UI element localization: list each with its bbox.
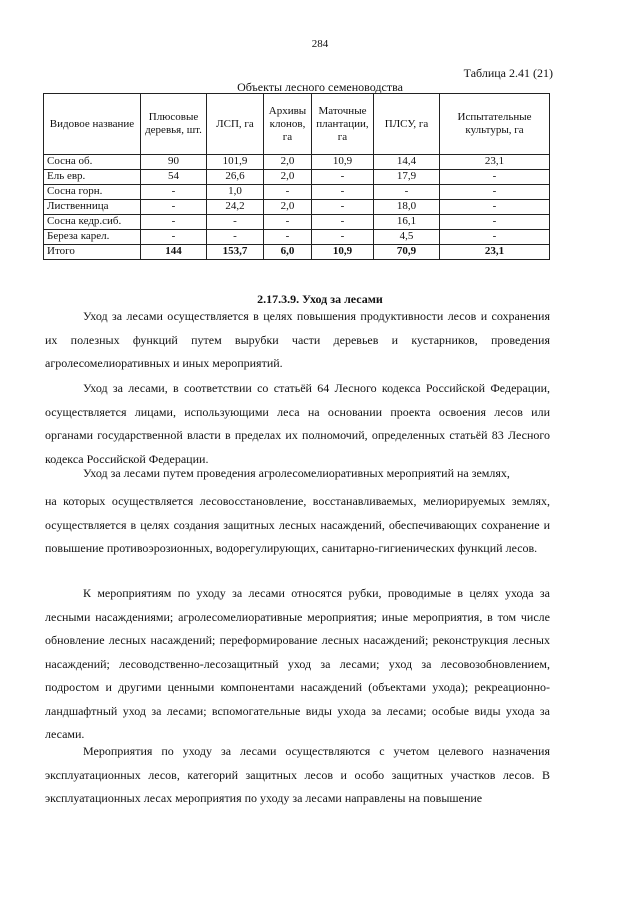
table-header-row xyxy=(44,94,550,155)
table-cell: - xyxy=(440,170,550,185)
table-cell: 16,1 xyxy=(374,215,440,230)
table-cell: 26,6 xyxy=(207,170,264,185)
paragraph xyxy=(45,462,550,486)
paragraph xyxy=(45,740,550,811)
paragraph xyxy=(45,490,550,561)
table-cell: - xyxy=(440,215,550,230)
table-label: Таблица 2.41 (21) xyxy=(463,66,553,80)
column-header: Видовое название xyxy=(44,94,141,155)
table-cell: - xyxy=(141,215,207,230)
species-cell: Сосна об. xyxy=(44,155,141,170)
paragraph-text: Уход за лесами путем проведения агролесомелиоративных мероприятий на землях, xyxy=(83,466,510,480)
table-row xyxy=(44,170,550,185)
paragraph-text: на которых осуществляется лесовосстановление, восстанавливаемых, мелиорируемых землях, осуществляется в целях создания защитных лесных насаждений, обеспечивающих сохранение и повышение противоэрозионных, водорегулирующих, санитарно-гигиенических функций лесов. xyxy=(45,494,550,555)
page-number: 284 xyxy=(311,38,329,50)
column-header: Испытательные культуры, га xyxy=(440,94,550,155)
table-cell: - xyxy=(312,170,374,185)
section-heading: 2.17.3.9. Уход за лесами xyxy=(257,292,383,306)
column-header: Маточные плантации, га xyxy=(312,94,374,155)
table-row xyxy=(44,215,550,230)
table-cell: 18,0 xyxy=(374,200,440,215)
column-header: ПЛСУ, га xyxy=(374,94,440,155)
table-cell: - xyxy=(374,185,440,200)
table-cell: 24,2 xyxy=(207,200,264,215)
table-cell: - xyxy=(440,200,550,215)
table-total-row xyxy=(44,245,550,260)
total-cell: 10,9 xyxy=(312,245,374,260)
table-cell: 10,9 xyxy=(312,155,374,170)
table-cell: 2,0 xyxy=(264,155,312,170)
table-cell: - xyxy=(312,200,374,215)
table-cell: - xyxy=(312,215,374,230)
table-cell: 90 xyxy=(141,155,207,170)
paragraph-text: Уход за лесами осуществляется в целях повышения продуктивности лесов и сохранения их полезных функций путем вырубки части деревьев и кустарников, проведения агролесомелиоративных и иных мероприятий. xyxy=(45,309,550,370)
species-cell: Ель евр. xyxy=(44,170,141,185)
table-cell: - xyxy=(141,200,207,215)
species-cell: Береза карел. xyxy=(44,230,141,245)
table-cell: 23,1 xyxy=(440,155,550,170)
table-cell: - xyxy=(264,185,312,200)
table-caption: Объекты лесного семеноводства xyxy=(237,80,403,94)
species-cell: Сосна кедр.сиб. xyxy=(44,215,141,230)
table-cell: - xyxy=(264,230,312,245)
total-cell: 144 xyxy=(141,245,207,260)
table-cell: 17,9 xyxy=(374,170,440,185)
table-row xyxy=(44,185,550,200)
paragraph-text: Мероприятия по уходу за лесами осуществляются с учетом целевого назначения эксплуатационных лесов, категорий защитных лесов и особо защитных участков лесов. В эксплуатационных лесах мероприятия по уходу за лесами направлены на повышение xyxy=(45,744,550,805)
column-header: Архивы клонов, га xyxy=(264,94,312,155)
total-cell: 70,9 xyxy=(374,245,440,260)
table-cell: 1,0 xyxy=(207,185,264,200)
total-cell: 6,0 xyxy=(264,245,312,260)
table-cell: - xyxy=(141,230,207,245)
paragraph xyxy=(45,377,550,471)
table-cell: 14,4 xyxy=(374,155,440,170)
table-cell: 54 xyxy=(141,170,207,185)
table-cell: - xyxy=(207,215,264,230)
paragraph xyxy=(45,305,550,376)
seed-objects-table xyxy=(43,93,550,260)
species-cell: Сосна горн. xyxy=(44,185,141,200)
table-cell: - xyxy=(312,230,374,245)
table-cell: 101,9 xyxy=(207,155,264,170)
table-cell: 2,0 xyxy=(264,200,312,215)
table-cell: 4,5 xyxy=(374,230,440,245)
total-cell: 23,1 xyxy=(440,245,550,260)
paragraph-text: К мероприятиям по уходу за лесами относятся рубки, проводимые в целях ухода за лесными насаждениями; агролесомелиоративные мероприятия; иные мероприятия, в том числе обновление лесных насаждений; переформирование лесных насаждений; реконструкция лесных насаждений; лесоводственно-лесозащитный уход за лесами; уход за лесовозобновлением, подростом и другими ценными компонентами насаждений (объектами ухода); рекреационно-ландшафтный уход за лесами; вспомогательные виды ухода за лесами; особые виды ухода за лесами. xyxy=(45,586,550,741)
table-cell: - xyxy=(312,185,374,200)
table-cell: - xyxy=(207,230,264,245)
species-cell: Лиственница xyxy=(44,200,141,215)
table-cell: - xyxy=(440,185,550,200)
table-row xyxy=(44,230,550,245)
total-cell: 153,7 xyxy=(207,245,264,260)
column-header: Плюсовые деревья, шт. xyxy=(141,94,207,155)
paragraph xyxy=(45,582,550,747)
total-label: Итого xyxy=(44,245,141,260)
table-cell: - xyxy=(440,230,550,245)
table-row xyxy=(44,200,550,215)
table-cell: - xyxy=(141,185,207,200)
table-cell: 2,0 xyxy=(264,170,312,185)
paragraph-text: Уход за лесами, в соответствии со статьёй 64 Лесного кодекса Российской Федерации, осуществляется лицами, использующими леса на основании проекта освоения лесов или органами государственной власти в пределах их полномочий, определенных статьёй 83 Лесного кодекса Российской Федерации. xyxy=(45,381,550,466)
column-header: ЛСП, га xyxy=(207,94,264,155)
table-row xyxy=(44,155,550,170)
table-cell: - xyxy=(264,215,312,230)
